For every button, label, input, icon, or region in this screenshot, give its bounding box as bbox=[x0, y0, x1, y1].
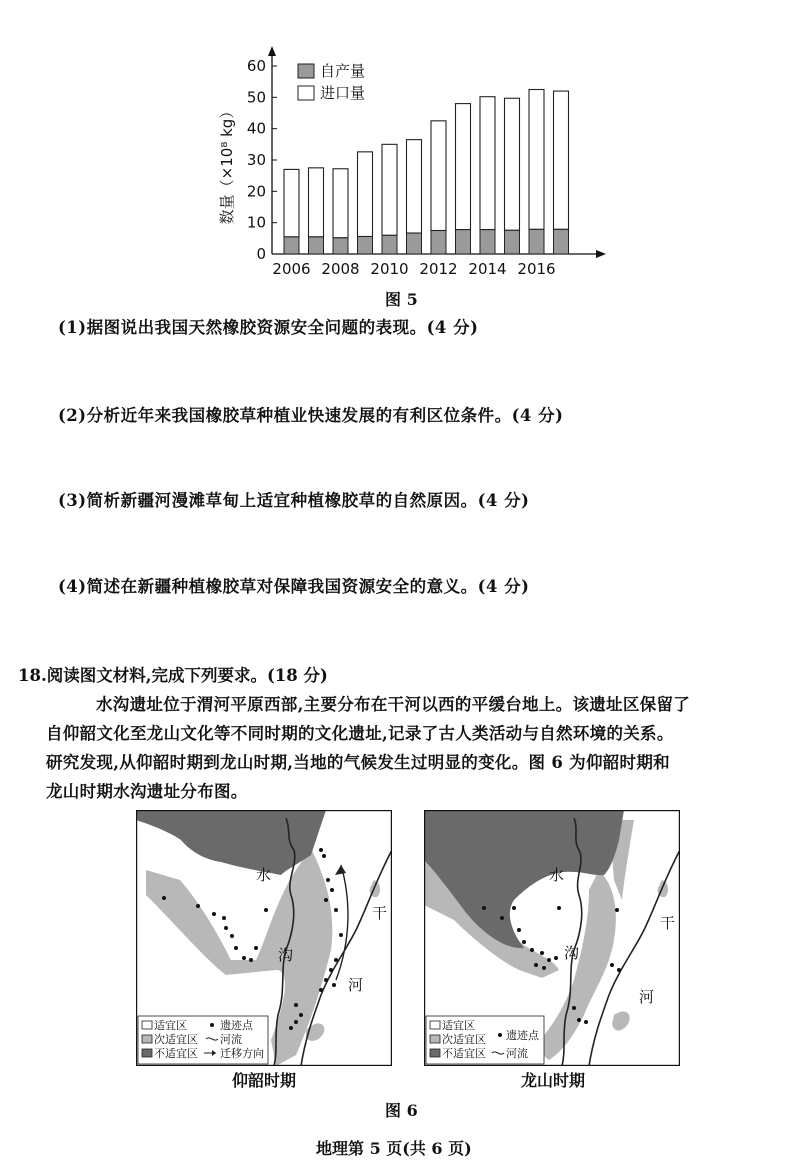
y-tick-label: 0 bbox=[256, 245, 266, 263]
x-axis-arrow bbox=[596, 250, 606, 258]
bar-own-2010 bbox=[382, 235, 397, 254]
y-tick-label: 20 bbox=[246, 182, 266, 201]
label-gou: 沟 bbox=[564, 944, 580, 962]
label-he: 河 bbox=[348, 976, 364, 994]
bar-import-2017 bbox=[554, 91, 569, 229]
legend-site: 遗迹点 bbox=[220, 1019, 253, 1032]
x-tick-label: 2012 bbox=[419, 260, 458, 278]
label-gan: 干 bbox=[660, 914, 676, 932]
legend-river: 河流 bbox=[220, 1033, 242, 1046]
label-gou: 沟 bbox=[278, 946, 294, 964]
rubber-chart bbox=[200, 38, 620, 282]
y-axis-label: 数量（×10⁸ kg） bbox=[218, 103, 236, 225]
question-1: (1)据图说出我国天然橡胶资源安全问题的表现。(4 分) bbox=[58, 318, 479, 337]
question-18-line-3: 研究发现,从仰韶时期到龙山时期,当地的气候发生过明显的变化。图 6 为仰韶时期和 bbox=[46, 753, 670, 772]
y-tick-label: 60 bbox=[246, 57, 266, 75]
bar-import-2015 bbox=[505, 98, 520, 230]
figure6-caption: 图 6 bbox=[385, 1101, 418, 1120]
y-axis-arrow bbox=[268, 46, 276, 56]
map-longshan bbox=[424, 810, 680, 1066]
question-18-line-2: 自仰韶文化至龙山文化等不同时期的文化遗址,记录了古人类活动与自然环境的关系。 bbox=[46, 724, 674, 743]
question-3: (3)简析新疆河漫滩草甸上适宜种植橡胶草的自然原因。(4 分) bbox=[58, 491, 530, 510]
bar-import-2009 bbox=[358, 152, 373, 237]
bar-import-2013 bbox=[456, 104, 471, 230]
map-yangshao bbox=[136, 810, 392, 1066]
chart-bars bbox=[284, 90, 569, 255]
legend-site: 遗迹点 bbox=[506, 1029, 539, 1042]
x-tick-label: 2014 bbox=[468, 260, 507, 278]
figure5-caption: 图 5 bbox=[385, 290, 418, 309]
x-tick-label: 2008 bbox=[321, 260, 360, 278]
bar-own-2011 bbox=[407, 233, 422, 254]
label-he: 河 bbox=[639, 988, 655, 1006]
label-shui: 水 bbox=[549, 866, 565, 884]
legend-suitable: 适宜区 bbox=[154, 1019, 187, 1032]
bar-import-2016 bbox=[529, 90, 544, 230]
legend-unsuitable: 不适宜区 bbox=[442, 1047, 486, 1060]
legend-migration: 迁移方向 bbox=[220, 1047, 264, 1060]
bar-own-2016 bbox=[529, 229, 544, 254]
bar-own-2015 bbox=[505, 230, 520, 254]
bar-own-2008 bbox=[333, 238, 348, 254]
label-gan: 干 bbox=[372, 904, 388, 922]
chart-legend bbox=[298, 62, 365, 102]
map-yangshao-title: 仰韶时期 bbox=[232, 1071, 297, 1090]
bar-own-2017 bbox=[554, 229, 569, 254]
bar-own-2014 bbox=[480, 230, 495, 254]
legend-unsuitable: 不适宜区 bbox=[154, 1047, 198, 1060]
legend-swatch-import bbox=[298, 86, 314, 100]
x-tick-label: 2006 bbox=[272, 260, 311, 278]
bar-own-2013 bbox=[456, 230, 471, 254]
bar-own-2006 bbox=[284, 237, 299, 254]
legend-label-own: 自产量 bbox=[320, 62, 366, 80]
page-footer: 地理第 5 页(共 6 页) bbox=[316, 1139, 472, 1158]
map-legend-longshan bbox=[426, 1016, 544, 1064]
map-longshan-title: 龙山时期 bbox=[521, 1071, 586, 1090]
bar-own-2009 bbox=[358, 236, 373, 254]
map-legend-yangshao bbox=[138, 1016, 268, 1064]
question-18-title: 18.阅读图文材料,完成下列要求。(18 分) bbox=[18, 666, 328, 685]
bar-import-2012 bbox=[431, 121, 446, 231]
bar-import-2014 bbox=[480, 97, 495, 230]
bar-own-2012 bbox=[431, 231, 446, 255]
question-2: (2)分析近年来我国橡胶草种植业快速发展的有利区位条件。(4 分) bbox=[58, 406, 564, 425]
bar-import-2007 bbox=[309, 168, 324, 237]
legend-semi: 次适宜区 bbox=[154, 1033, 198, 1046]
legend-semi: 次适宜区 bbox=[442, 1033, 486, 1046]
bar-import-2011 bbox=[407, 140, 422, 233]
question-18-line-4: 龙山时期水沟遗址分布图。 bbox=[46, 782, 248, 801]
label-shui: 水 bbox=[256, 866, 272, 884]
y-tick-label: 10 bbox=[246, 213, 266, 232]
y-tick-label: 50 bbox=[246, 88, 266, 107]
legend-river: 河流 bbox=[506, 1047, 528, 1060]
legend-swatch-own bbox=[298, 64, 314, 78]
bar-import-2010 bbox=[382, 144, 397, 235]
question-4: (4)简述在新疆种植橡胶草对保障我国资源安全的意义。(4 分) bbox=[58, 577, 530, 596]
y-tick-label: 40 bbox=[246, 119, 266, 138]
bar-own-2007 bbox=[309, 237, 324, 254]
x-tick-label: 2016 bbox=[517, 260, 556, 278]
legend-suitable: 适宜区 bbox=[442, 1019, 475, 1032]
x-tick-label: 2010 bbox=[370, 260, 409, 278]
y-tick-label: 30 bbox=[246, 151, 266, 169]
bar-import-2006 bbox=[284, 169, 299, 236]
bar-import-2008 bbox=[333, 169, 348, 238]
legend-label-import: 进口量 bbox=[320, 84, 366, 102]
question-18-line-1: 水沟遗址位于渭河平原西部,主要分布在干河以西的平缓台地上。该遗址区保留了 bbox=[96, 695, 691, 714]
